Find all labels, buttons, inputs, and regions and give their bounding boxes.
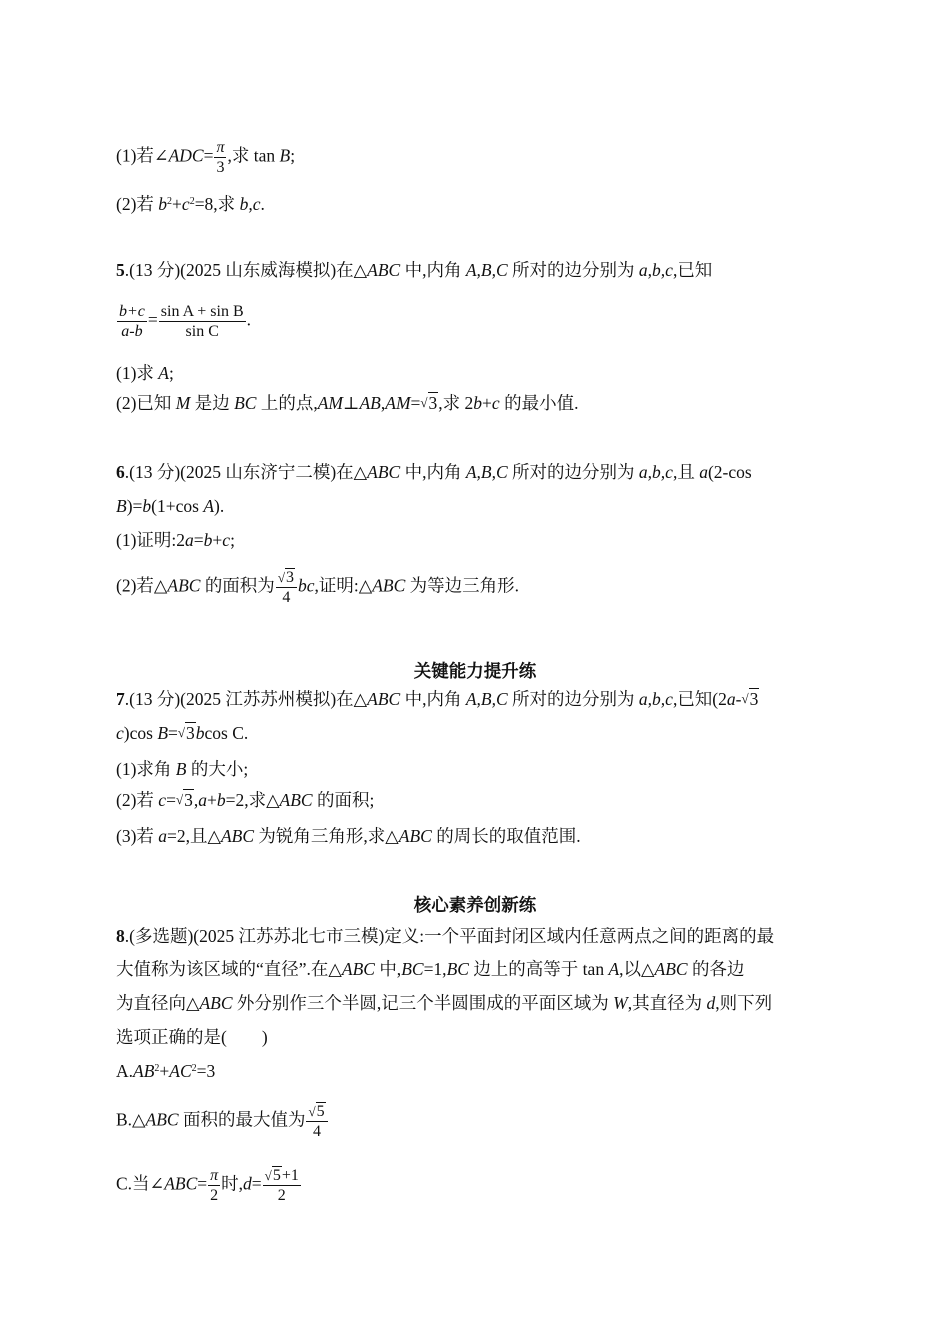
q6-p1-eq: = — [193, 530, 204, 550]
q5-stem — [116, 259, 712, 281]
q5-abc: ABC — [367, 260, 401, 280]
q6-p2-mid: 的面积为 — [200, 575, 275, 596]
q7-p2-b: b — [216, 790, 226, 810]
q6-sides: a,b,c — [638, 462, 673, 482]
sqrt-icon: √ — [741, 691, 749, 706]
q8-optB-mid: 面积的最大值为 — [178, 1109, 306, 1130]
q4-p2-vars: b,c — [239, 194, 261, 214]
q6-part1 — [116, 529, 235, 551]
q5-p2-cc: c — [491, 393, 500, 413]
q8-option-b — [116, 1102, 329, 1141]
q7-p1-b: B — [175, 759, 187, 779]
q4-p1-num: π — [216, 139, 225, 156]
q6-l2-end: ). — [214, 496, 225, 516]
q8-optC-abc: ABC — [164, 1173, 198, 1194]
q4-p1-den: 3 — [216, 159, 225, 176]
q8-l2-bc: BC — [401, 959, 424, 979]
q5-fraction-left — [117, 302, 147, 341]
q4-p1-fraction — [214, 138, 226, 177]
q7-p3-pre: (3)若 — [116, 826, 159, 846]
q6-stem-line2 — [116, 495, 224, 517]
q4-p2-exp-b: 2 — [167, 196, 173, 207]
q7-p2-comma: , — [193, 790, 199, 810]
q5-p2-plus: + — [482, 393, 492, 413]
q8-optB-sqrt — [308, 1102, 325, 1121]
q6-p1-c: c — [222, 530, 231, 550]
q8-optA-ac: AC — [169, 1061, 192, 1081]
q4-p2-pre: (2)若 — [116, 194, 159, 214]
q8-l3-abc: ABC — [199, 993, 233, 1013]
q7-head: .(13 分)(2025 江苏苏州模拟)在△ — [124, 689, 368, 709]
q5-part2 — [116, 392, 578, 414]
q5-number: 5 — [116, 260, 125, 280]
q5-p2-am: AM — [317, 393, 344, 413]
q5-p2-bb: b — [473, 393, 483, 413]
q7-stem — [116, 688, 759, 710]
q6-tail2: (2-cos — [707, 462, 752, 482]
q7-angles: A,B,C — [465, 689, 508, 709]
q5-part1 — [116, 362, 174, 384]
q8-l3-a: 为直径向△ — [116, 993, 200, 1013]
q7-abc: ABC — [367, 689, 401, 709]
q7-part3 — [116, 825, 581, 847]
q6-l2-a: A — [203, 496, 215, 516]
q8-l2-f: 的各边 — [687, 959, 745, 979]
q8-optA-ab: AB — [133, 1061, 155, 1081]
q7-l2-bb: b — [195, 723, 205, 743]
q7-p3-a: a — [158, 826, 168, 846]
q6-p1-plus: + — [212, 530, 223, 550]
q7-sides: a,b,c — [638, 689, 673, 709]
q8-l2-abc2: ABC — [654, 959, 688, 979]
q5-head: .(13 分)(2025 山东威海模拟)在△ — [124, 260, 368, 280]
q7-part2 — [116, 789, 374, 811]
q8-l3-d: d — [706, 993, 716, 1013]
q8-l3-b: 外分别作三个半圆,记三个半圆围成的平面区域为 — [232, 993, 614, 1013]
q7-part1 — [116, 758, 248, 780]
q6-abc: ABC — [367, 462, 401, 482]
q6-l2-eq: )= — [126, 496, 143, 516]
q5-angles: A,B,C — [465, 260, 508, 280]
q5-f1-den: a-b — [121, 323, 143, 340]
q7-p1-end: 的大小; — [186, 759, 249, 779]
q6-mid2: 所对的边分别为 — [507, 462, 639, 482]
q8-optC-num: π — [210, 1167, 219, 1184]
q8-optA-end: =3 — [196, 1061, 216, 1081]
q5-p2-eq: = — [410, 393, 421, 413]
q5-sides: a,b,c — [638, 260, 673, 280]
q8-l3-e: ,则下列 — [715, 993, 773, 1013]
q4-p2-exp-c: 2 — [189, 196, 195, 207]
q6-a: a — [699, 462, 708, 482]
q8-optC-sqrt — [265, 1166, 282, 1185]
q5-p2-root: 3 — [428, 393, 438, 413]
q8-option-a — [116, 1060, 215, 1082]
q5-p2-m: M — [175, 393, 191, 413]
q7-p2-root: 3 — [184, 790, 193, 810]
q8-l3-c: ,其直径为 — [627, 993, 707, 1013]
q8-optA-exp1: 2 — [154, 1063, 160, 1074]
q8-l2-a: 大值称为该区域的“直径”.在△ — [116, 959, 342, 979]
sqrt-icon: √ — [175, 792, 184, 807]
q8-optC-root: 5 — [272, 1167, 281, 1184]
q7-l2-cos: )cos — [123, 723, 158, 743]
q7-l2-b: B — [157, 723, 169, 743]
q6-p2-abc: ABC — [167, 575, 201, 596]
q5-p2-b: 上的点, — [256, 393, 318, 413]
q8-optA-pre: A. — [116, 1061, 134, 1081]
q6-l2-b: B — [116, 496, 127, 516]
q5-p2-comma: , — [380, 393, 386, 413]
q7-root: 3 — [749, 689, 759, 709]
q6-angles: A,B,C — [465, 462, 508, 482]
q4-p2-b: b — [158, 194, 168, 214]
q5-fraction-right — [159, 302, 246, 341]
q8-option-c — [116, 1166, 302, 1205]
q6-p2-sqrt — [278, 568, 295, 587]
sqrt-icon: √ — [277, 570, 285, 585]
q5-p1-end: ; — [168, 363, 174, 383]
q4-p2-end: . — [260, 194, 265, 214]
q7-p3-abc: ABC — [220, 826, 255, 846]
q7-mid2: 所对的边分别为 — [507, 689, 639, 709]
q8-stem-line4 — [116, 1026, 268, 1048]
q7-a: a — [726, 689, 736, 709]
q5-p2-end: 的最小值. — [499, 393, 579, 413]
q7-tail: ,已知(2 — [672, 689, 727, 709]
q8-l2-d: 边上的高等于 tan — [468, 959, 609, 979]
q7-stem-line2 — [116, 722, 248, 744]
q7-p2-plus: + — [206, 790, 217, 810]
q5-mid: 中,内角 — [400, 260, 466, 280]
q8-stem-line1 — [116, 925, 774, 947]
q8-optC-d: d — [243, 1173, 252, 1194]
q7-p2-rest: =2,求△ — [225, 790, 280, 810]
q5-p2-am2: AM — [385, 393, 411, 413]
q6-mid: 中,内角 — [400, 462, 466, 482]
q6-p1: (1)证明:2 — [116, 530, 186, 550]
section-title-core-literacy: 核心素养创新练 — [413, 896, 537, 916]
q7-number: 7 — [116, 689, 125, 709]
q8-optC-fraction2 — [263, 1166, 301, 1205]
q8-optA-exp2: 2 — [191, 1063, 197, 1074]
q6-p2-end: 为等边三角形. — [405, 575, 519, 596]
q5-tail: ,已知 — [672, 260, 713, 280]
q5-eq: = — [147, 309, 158, 330]
q8-l3-w: W — [613, 993, 628, 1013]
q7-l2-end: cos C. — [204, 723, 249, 743]
q6-head: .(13 分)(2025 山东济宁二模)在△ — [124, 462, 368, 482]
q4-p2-rest: =8,求 — [194, 194, 240, 214]
q6-p2-den: 4 — [282, 589, 291, 606]
q8-stem-line2 — [116, 958, 744, 980]
q6-p2-fraction — [276, 568, 297, 607]
q8-optC-pre: C.当∠ — [116, 1173, 165, 1194]
q4-p1-post: ,求 tan — [227, 145, 280, 166]
q7-l2-c: c — [116, 723, 124, 743]
q8-optC-den2: 2 — [277, 1187, 286, 1204]
q7-l2-root: 3 — [186, 723, 195, 743]
q6-stem — [116, 461, 752, 483]
q7-p1: (1)求角 — [116, 759, 176, 779]
q6-number: 6 — [116, 462, 125, 482]
q6-p2-num — [276, 568, 297, 588]
q7-p3-mid2: 为锐角三角形,求△ — [254, 826, 399, 846]
q8-optB-pre: B.△ — [116, 1109, 146, 1130]
q8-optC-eq2: = — [251, 1173, 262, 1194]
q8-optC-fraction1 — [208, 1166, 220, 1205]
sqrt-icon: √ — [177, 725, 186, 740]
q7-p3-abc2: ABC — [398, 826, 432, 846]
sqrt-icon: √ — [308, 1104, 316, 1119]
q5-f1-num: b+c — [119, 303, 145, 320]
q4-p1-eq: = — [203, 145, 214, 166]
q8-l2-bc2: BC — [446, 959, 469, 979]
q8-stem-line3 — [116, 992, 772, 1014]
q7-p2-end: 的面积; — [312, 790, 375, 810]
q7-l2-sqrt — [178, 722, 196, 744]
q7-p2-eq: = — [166, 790, 176, 810]
q8-l2-e: ,以△ — [619, 959, 655, 979]
q6-p2-abc2: ABC — [372, 575, 406, 596]
q5-formula — [116, 302, 251, 341]
q5-f2-den: sin C — [185, 323, 219, 340]
q8-l2-b: 中, — [374, 959, 402, 979]
q4-p1-var: B — [279, 145, 291, 166]
q6-p1-a: a — [185, 530, 194, 550]
q5-p2-perp: ⊥ — [343, 393, 360, 413]
q5-p2-bc: BC — [234, 393, 257, 413]
q4-part2: (2)若 $b^2+c^2=8$,求 b,c. — [116, 194, 265, 214]
q6-p2-root: 3 — [285, 569, 294, 586]
q6-p2-pre: (2)若△ — [116, 575, 168, 596]
q8-optC-num2 — [263, 1166, 301, 1186]
q8-optC-den: 2 — [210, 1187, 219, 1204]
q8-optB-den: 4 — [313, 1123, 322, 1140]
section-title-key-ability: 关键能力提升练 — [413, 662, 537, 682]
q5-p1: (1)求 — [116, 363, 159, 383]
q8-l4: 选项正确的是( ) — [116, 1027, 268, 1047]
q5-p1-var: A — [158, 363, 169, 383]
q5-mid2: 所对的边分别为 — [507, 260, 639, 280]
q7-p2-sqrt — [176, 789, 194, 811]
q7-sqrt — [741, 688, 759, 710]
q6-part2 — [116, 568, 519, 607]
q7-p2-pre: (2)若 — [116, 790, 159, 810]
q8-l2-c: =1, — [423, 959, 447, 979]
q4-part1 — [116, 138, 295, 177]
q4-p1-angle: ADC — [168, 145, 204, 166]
q8-optB-abc: ABC — [145, 1109, 179, 1130]
q4-p1-end: ; — [290, 145, 296, 166]
q8-optB-fraction — [306, 1102, 327, 1141]
q8-optB-num — [306, 1102, 327, 1122]
q4-p1-pre: (1)若∠ — [116, 145, 169, 166]
q5-dot: . — [246, 309, 251, 330]
q5-f2-num: sin A + sin B — [160, 303, 244, 320]
q7-mid: 中,内角 — [400, 689, 466, 709]
q6-l2-rest: (1+cos — [151, 496, 204, 516]
q6-p1-b: b — [203, 530, 213, 550]
q6-p1-end: ; — [230, 530, 235, 550]
q6-tail: ,且 — [672, 462, 700, 482]
sqrt-icon: √ — [264, 1168, 272, 1183]
q5-p2-pre: (2)已知 — [116, 393, 176, 413]
q6-p2-post: ,证明:△ — [314, 575, 373, 596]
q7-p2-c: c — [158, 790, 167, 810]
q5-p2-a: 是边 — [190, 393, 235, 413]
q8-optB-root: 5 — [316, 1103, 325, 1120]
q8-l2-abc: ABC — [341, 959, 375, 979]
q8-optC-mid: 时, — [221, 1173, 244, 1194]
q8-optC-eq: = — [197, 1173, 208, 1194]
q6-l2-bb: b — [142, 496, 152, 516]
q7-p3-end: 的周长的取值范围. — [431, 826, 581, 846]
q5-p2-ab: AB — [359, 393, 381, 413]
q8-number: 8 — [116, 926, 125, 946]
q5-p2-sqrt — [420, 392, 438, 414]
sqrt-icon: √ — [420, 395, 428, 410]
q7-p2-abc: ABC — [279, 790, 313, 810]
q8-optC-plus: +1 — [281, 1167, 299, 1184]
q7-l2-eq: = — [168, 723, 178, 743]
q7-minus: - — [735, 689, 742, 709]
q4-p2-c: c — [181, 194, 190, 214]
q8-optA-plus: + — [159, 1061, 170, 1081]
q6-p2-bc: bc — [297, 575, 315, 596]
q8-l2-A: A — [608, 959, 620, 979]
q8-l1: .(多选题)(2025 江苏苏北七市三模)定义:一个平面封闭区域内任意两点之间的距离的最 — [124, 926, 775, 946]
q7-p2-a: a — [198, 790, 207, 810]
q5-p2-c: ,求 2 — [438, 393, 474, 413]
q7-p3-mid: =2,且△ — [167, 826, 221, 846]
